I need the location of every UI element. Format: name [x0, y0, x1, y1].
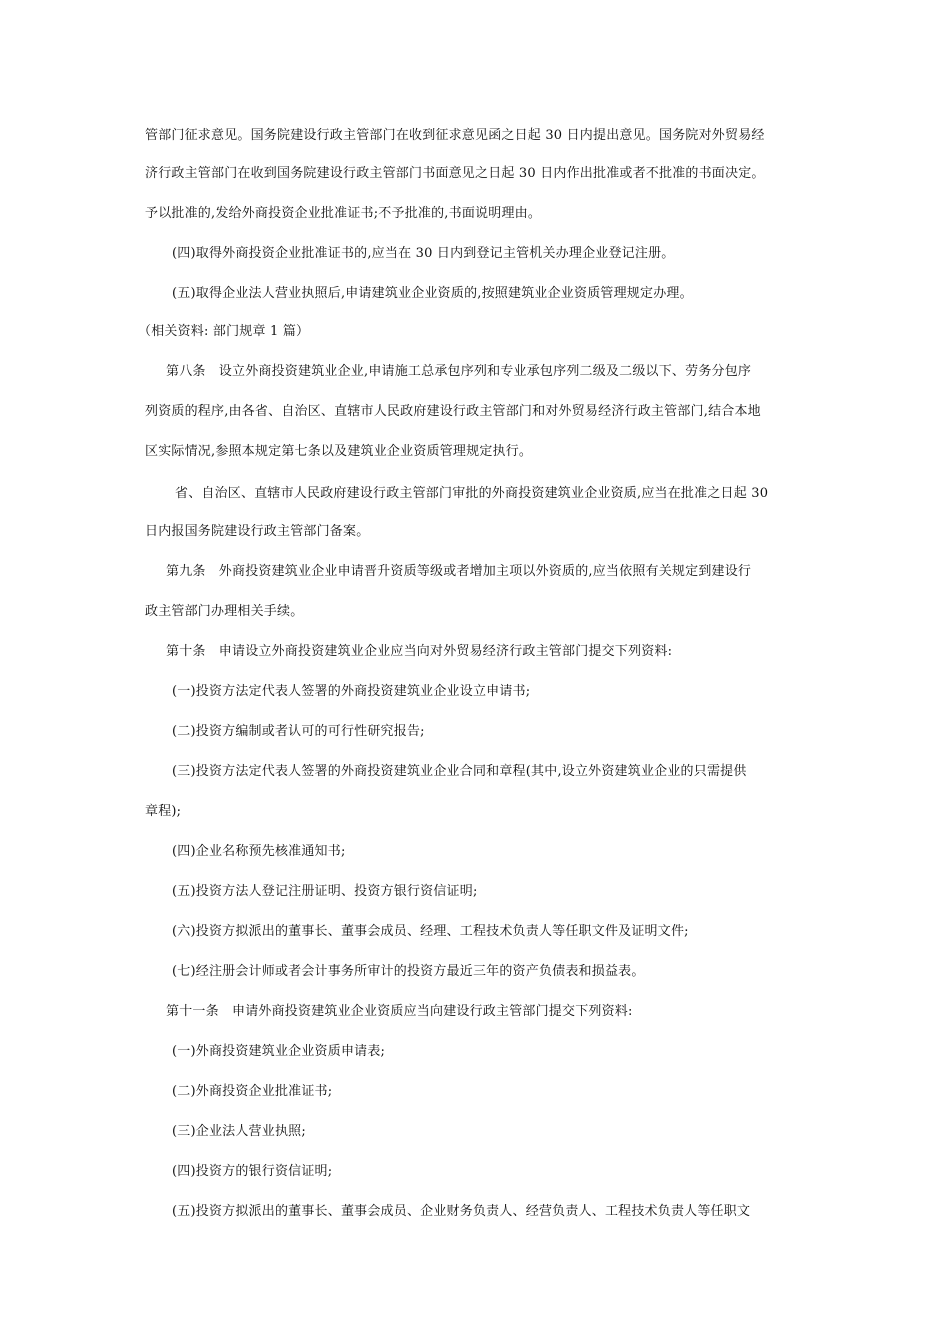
text-line-28: (五)投资方拟派出的董事长、董事会成员、企业财务负责人、经营负责人、工程技术负责人等任职文 — [172, 1204, 751, 1219]
text-line-16: (二)投资方编制或者认可的可行性研究报告; — [172, 724, 425, 739]
text-line-20: (五)投资方法人登记注册证明、投资方银行资信证明; — [172, 884, 478, 899]
text-line-3: 予以批准的,发给外商投资企业批准证书;不予批准的,书面说明理由。 — [145, 206, 542, 221]
text-line-24: (一)外商投资建筑业企业资质申请表; — [172, 1044, 386, 1059]
text-line-8: 列资质的程序,由各省、自治区、直辖市人民政府建设行政主管部门和对外贸易经济行政主管部门,结合本地 — [145, 404, 761, 419]
text-line-13: 政主管部门办理相关手续。 — [145, 604, 304, 619]
text-line-12: 第九条 外商投资建筑业企业申请晋升资质等级或者增加主项以外资质的,应当依照有关规定到建设行 — [166, 564, 752, 579]
text-line-2: 济行政主管部门在收到国务院建设行政主管部门书面意见之日起 30 日内作出批准或者不批准的书面决定。 — [145, 166, 765, 181]
text-line-9: 区实际情况,参照本规定第七条以及建筑业企业资质管理规定执行。 — [145, 444, 533, 459]
text-line-17: (三)投资方法定代表人签署的外商投资建筑业企业合同和章程(其中,设立外资建筑业企业的只需提供 — [172, 764, 747, 779]
text-line-5: (五)取得企业法人营业执照后,申请建筑业企业资质的,按照建筑业企业资质管理规定办理。 — [172, 286, 693, 301]
text-line-10: 省、自治区、直辖市人民政府建设行政主管部门审批的外商投资建筑业企业资质,应当在批准之日起 30 — [175, 486, 769, 501]
related-materials-link[interactable]: （相关资料: 部门规章 1 篇） — [138, 324, 310, 339]
text-line-25: (二)外商投资企业批准证书; — [172, 1084, 333, 1099]
text-line-19: (四)企业名称预先核准通知书; — [172, 844, 346, 859]
text-line-23: 第十一条 申请外商投资建筑业企业资质应当向建设行政主管部门提交下列资料: — [166, 1004, 633, 1019]
text-line-21: (六)投资方拟派出的董事长、董事会成员、经理、工程技术负责人等任职文件及证明文件; — [172, 924, 689, 939]
text-line-26: (三)企业法人营业执照; — [172, 1124, 306, 1139]
text-line-22: (七)经注册会计师或者会计事务所审计的投资方最近三年的资产负债表和损益表。 — [172, 964, 645, 979]
text-line-27: (四)投资方的银行资信证明; — [172, 1164, 333, 1179]
text-line-14: 第十条 申请设立外商投资建筑业企业应当向对外贸易经济行政主管部门提交下列资料: — [166, 644, 673, 659]
text-line-18: 章程); — [145, 804, 182, 819]
text-line-1: 管部门征求意见。国务院建设行政主管部门在收到征求意见函之日起 30 日内提出意见。国务院对外贸易经 — [145, 128, 765, 143]
text-line-15: (一)投资方法定代表人签署的外商投资建筑业企业设立申请书; — [172, 684, 531, 699]
text-line-11: 日内报国务院建设行政主管部门备案。 — [145, 524, 370, 539]
text-line-4: (四)取得外商投资企业批准证书的,应当在 30 日内到登记主管机关办理企业登记注册。 — [172, 246, 675, 261]
text-line-7: 第八条 设立外商投资建筑业企业,申请施工总承包序列和专业承包序列二级及二级以下、劳务分包序 — [166, 364, 752, 379]
